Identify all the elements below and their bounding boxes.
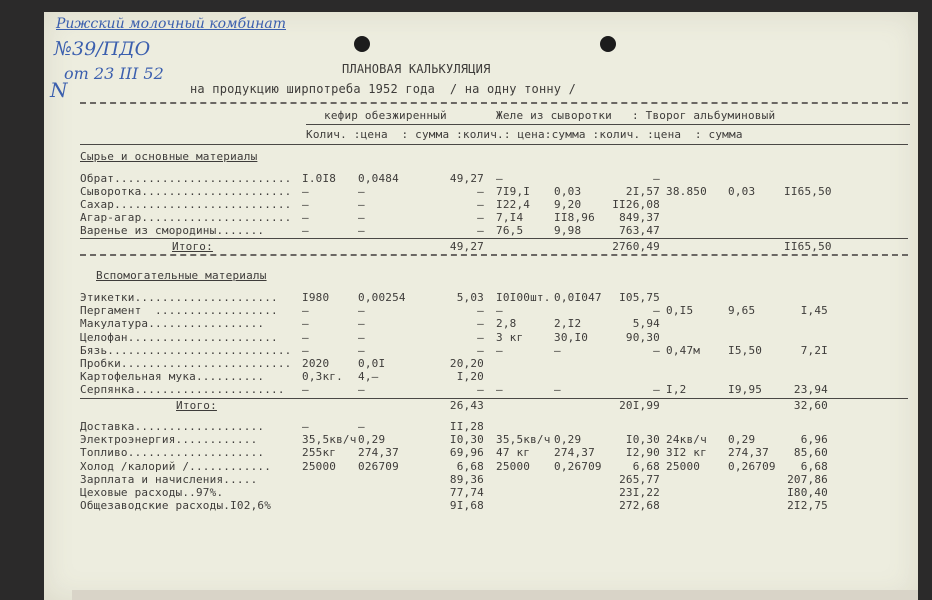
cell-value: 207,86 — [787, 472, 828, 486]
cell-value: 0,0484 — [358, 172, 399, 185]
cell-value: 255кг — [302, 446, 337, 460]
cell-value: – — [302, 343, 309, 357]
handwritten-date: от 23 III 52 — [64, 64, 164, 83]
cell-value: 38.850 — [666, 185, 707, 198]
cell-value: 49,27 — [449, 240, 484, 253]
product-curd: : Творог альбуминовый — [632, 109, 776, 122]
row-label: Сыворотка...................... — [80, 185, 292, 198]
cell-value: – — [302, 211, 309, 224]
cell-value: – — [358, 224, 365, 237]
cell-value: I,45 — [800, 304, 828, 318]
cell-value: – — [302, 304, 309, 318]
cell-value: – — [358, 343, 365, 357]
punch-hole-right — [600, 36, 616, 52]
row-label: Общезаводские расходы.I02,6% — [80, 499, 272, 513]
divider-columns — [80, 144, 908, 145]
row-label: Зарплата и начисления..... — [80, 472, 258, 486]
handwritten-org: Рижский молочный комбинат — [56, 16, 287, 32]
cell-value: 32,60 — [793, 398, 828, 412]
cell-value: 0,03 — [728, 185, 756, 198]
cell-value: 0,47м — [666, 343, 701, 357]
row-label: Итого: — [172, 240, 213, 253]
cell-value: 25000 — [666, 459, 701, 473]
cell-value: – — [477, 185, 484, 198]
doc-title: ПЛАНОВАЯ КАЛЬКУЛЯЦИЯ — [342, 62, 491, 76]
row-label: Сахар.......................... — [80, 198, 292, 211]
cell-value: I0,30 — [625, 433, 660, 447]
cell-value: 0,26709 — [554, 459, 602, 473]
row-label: Холод /калорий /............ — [80, 459, 272, 473]
cell-value: 85,60 — [793, 446, 828, 460]
cell-value: – — [477, 317, 484, 331]
cell-value: – — [653, 343, 660, 357]
cell-value: – — [358, 317, 365, 331]
cell-value: I0I00шт. — [496, 291, 551, 304]
row-label: Этикетки..................... — [80, 291, 278, 304]
cell-value: 272,68 — [619, 499, 660, 513]
cell-value: I,20 — [456, 370, 484, 384]
cell-value: – — [496, 383, 503, 397]
cell-value: 2I,57 — [625, 185, 660, 198]
cell-value: 274,37 — [728, 446, 769, 460]
product-kefir: кефир обезжиренный — [324, 109, 447, 122]
cell-value: 0,3кг. — [302, 370, 343, 384]
cell-value: 0,0I — [358, 357, 386, 370]
row-label: Итого: — [176, 398, 217, 412]
cell-value: I.0I8 — [302, 172, 337, 185]
cell-value: II,28 — [449, 420, 484, 433]
cell-value: II8,96 — [554, 211, 595, 224]
cell-value: I2,90 — [625, 446, 660, 460]
cell-value: I80,40 — [787, 486, 828, 499]
divider-top — [80, 102, 908, 104]
cell-value: 9I,68 — [449, 499, 484, 513]
cell-value: 9,20 — [554, 198, 582, 211]
cell-value: 274,37 — [554, 446, 595, 460]
cell-value: – — [302, 224, 309, 237]
cell-value: 25000 — [302, 459, 337, 473]
row-label: Доставка................... — [80, 420, 265, 433]
cell-value: – — [477, 343, 484, 357]
cell-value: – — [302, 185, 309, 198]
cell-value: I0,30 — [449, 433, 484, 447]
cell-value: II65,50 — [784, 185, 832, 198]
cell-value: II26,08 — [612, 198, 660, 211]
row-label: Топливо.................... — [80, 446, 265, 460]
cell-value: – — [477, 198, 484, 211]
cell-value: 265,77 — [619, 472, 660, 486]
section-raw-materials: Сырье и основные материалы — [80, 150, 258, 163]
cell-value: – — [302, 317, 309, 331]
cell-value: 69,96 — [449, 446, 484, 460]
cell-value: 2I2,75 — [787, 499, 828, 513]
cell-value: 763,47 — [619, 224, 660, 237]
cell-value: 26,43 — [449, 398, 484, 412]
cell-value: 76,5 — [496, 224, 524, 237]
divider-products — [306, 124, 910, 125]
cell-value: – — [358, 185, 365, 198]
column-headers: Колич. :цена : сумма :колич.: цена:сумма :колич. :цена : сумма — [306, 128, 743, 141]
cell-value: 0,I5 — [666, 304, 694, 318]
handwritten-ref: №39/ПДО — [54, 38, 151, 60]
cell-value: 6,68 — [800, 459, 828, 473]
cell-value: – — [358, 383, 365, 397]
cell-value: – — [358, 211, 365, 224]
cell-value: – — [477, 383, 484, 397]
row-label: Электроэнергия............ — [80, 433, 258, 447]
row-label: Агар-агар...................... — [80, 211, 292, 224]
cell-value: 3 кг — [496, 330, 524, 344]
cell-value: 6,68 — [456, 459, 484, 473]
cell-value: – — [302, 420, 309, 433]
cell-value: 23I,22 — [619, 486, 660, 499]
cell-value: 6,68 — [632, 459, 660, 473]
row-label: Целофан...................... — [80, 330, 278, 344]
cell-value: 77,74 — [449, 486, 484, 499]
cell-value: – — [496, 172, 503, 185]
cell-value: 0,29 — [358, 433, 386, 447]
cell-value: 7,I4 — [496, 211, 524, 224]
cell-value: 0,0I047 — [554, 291, 602, 304]
cell-value: 9,65 — [728, 304, 756, 318]
cell-value: I980 — [302, 291, 330, 304]
row-label: Цеховые расходы..97%. — [80, 486, 224, 499]
doc-subtitle: на продукцию ширпотреба 1952 года / на одну тонну / — [190, 82, 577, 96]
row-label: Макулатура................. — [80, 317, 265, 331]
cell-value: – — [653, 304, 660, 318]
document-page — [44, 12, 918, 600]
cell-value: – — [358, 420, 365, 433]
cell-value: 35,5кв/ч — [302, 433, 357, 447]
cell-value: 7I9,I — [496, 185, 531, 198]
row-label: Пробки......................... — [80, 357, 292, 370]
cell-value: – — [358, 198, 365, 211]
cell-value: 2,8 — [496, 317, 517, 331]
punch-hole-left — [354, 36, 370, 52]
cell-value: 0,26709 — [728, 459, 776, 473]
cell-value: – — [653, 383, 660, 397]
cell-value: 4,– — [358, 370, 379, 384]
cell-value: – — [477, 224, 484, 237]
cell-value: I5,50 — [728, 343, 763, 357]
cell-value: – — [554, 383, 561, 397]
cell-value: I9,95 — [728, 383, 763, 397]
cell-value: – — [554, 343, 561, 357]
cell-value: I05,75 — [619, 291, 660, 304]
cell-value: 5,94 — [632, 317, 660, 331]
cell-value: 6,96 — [800, 433, 828, 447]
cell-value: II65,50 — [784, 240, 832, 253]
cell-value: 35,5кв/ч — [496, 433, 551, 447]
cell-value: 274,37 — [358, 446, 399, 460]
cell-value: 9,98 — [554, 224, 582, 237]
divider-raw-total — [80, 238, 908, 239]
cell-value: I,2 — [666, 383, 687, 397]
cell-value: 25000 — [496, 459, 531, 473]
handwritten-mark: N — [50, 78, 68, 102]
cell-value: 7,2I — [800, 343, 828, 357]
cell-value: 849,37 — [619, 211, 660, 224]
cell-value: – — [496, 304, 503, 318]
cell-value: I22,4 — [496, 198, 531, 211]
card-edge — [72, 590, 918, 600]
cell-value: 24кв/ч — [666, 433, 707, 447]
cell-value: 49,27 — [449, 172, 484, 185]
cell-value: 026709 — [358, 459, 399, 473]
cell-value: 47 кг — [496, 446, 531, 460]
cell-value: – — [302, 198, 309, 211]
row-label: Обрат.......................... — [80, 172, 292, 185]
cell-value: – — [477, 304, 484, 318]
cell-value: – — [358, 330, 365, 344]
cell-value: 23,94 — [793, 383, 828, 397]
row-label: Бязь........................... — [80, 343, 292, 357]
cell-value: 2020 — [302, 357, 330, 370]
cell-value: 2760,49 — [612, 240, 660, 253]
cell-value: 0,03 — [554, 185, 582, 198]
cell-value: 30,I0 — [554, 330, 589, 344]
cell-value: 5,03 — [456, 291, 484, 304]
cell-value: – — [496, 343, 503, 357]
product-jelly: Желе из сыворотки — [496, 109, 612, 122]
cell-value: 20,20 — [449, 357, 484, 370]
cell-value: – — [302, 383, 309, 397]
cell-value: 90,30 — [625, 330, 660, 344]
cell-value: – — [653, 172, 660, 185]
cell-value: – — [302, 330, 309, 344]
cell-value: 3I2 кг — [666, 446, 707, 460]
row-label: Серпянка...................... — [80, 383, 285, 397]
row-label: Картофельная мука.......... — [80, 370, 265, 384]
row-label: Варенье из смородины....... — [80, 224, 265, 237]
cell-value: 89,36 — [449, 472, 484, 486]
divider-raw-section — [80, 254, 908, 256]
cell-value: 0,29 — [728, 433, 756, 447]
cell-value: – — [358, 304, 365, 318]
cell-value: – — [477, 330, 484, 344]
cell-value: 0,00254 — [358, 291, 406, 304]
cell-value: 2,I2 — [554, 317, 582, 331]
cell-value: – — [477, 211, 484, 224]
section-aux-materials: Вспомогательные материалы — [96, 269, 267, 282]
row-label: Пергамент .................. — [80, 304, 278, 318]
cell-value: 20I,99 — [619, 398, 660, 412]
cell-value: 0,29 — [554, 433, 582, 447]
